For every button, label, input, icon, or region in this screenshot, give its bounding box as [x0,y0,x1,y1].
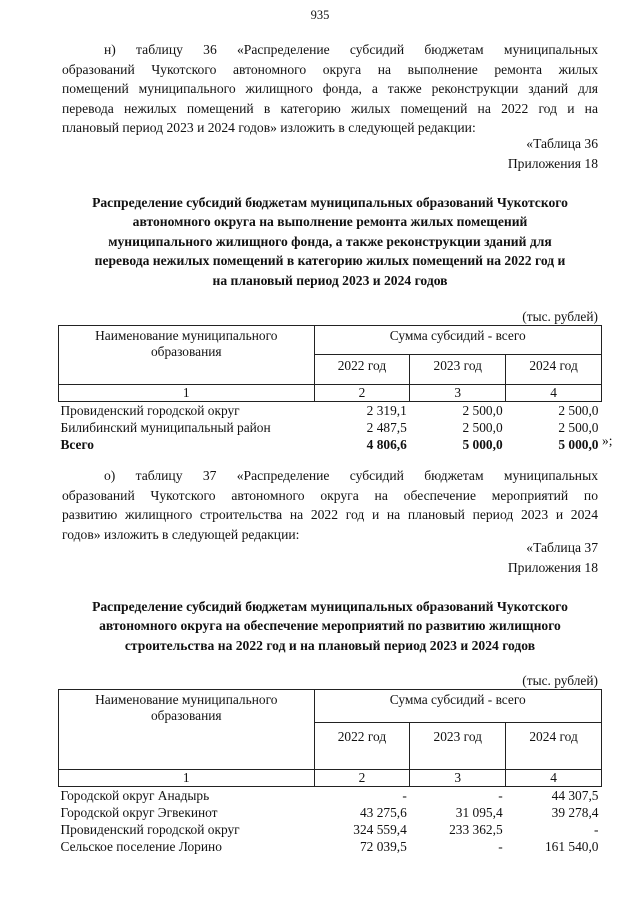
table-row [59,787,602,805]
paragraph-line: перевода нежилых помещений в категорию жилых помещений на 2022 год и на [62,100,598,116]
row-value: 72 039,5 [359,839,407,854]
paragraph-line: н) таблицу 36 «Распределение субсидий бюджетам муниципальных [104,42,598,57]
title-line: Распределение субсидий бюджетам муниципальных образований Чукотского [92,195,568,210]
header-year: 2023 год [410,355,506,385]
table-36-unit: (тыс. рублей) [522,309,598,324]
title-line: на плановый период 2023 и 2024 годов [212,272,448,288]
row-value: 44 307,5 [551,788,599,803]
row-value: 31 095,4 [455,805,503,820]
table-row [59,419,602,436]
index-cell: 2 [314,770,410,787]
row-value: 233 362,5 [449,822,503,837]
paragraph-line: помещений муниципального жилищного фонда, а также реконструкции зданий для [62,81,598,97]
row-value: - [402,788,407,803]
index-cell: 2 [314,385,410,402]
row-value: 2 319,1 [366,403,407,418]
row-value: - [498,839,503,854]
table-37-label: «Таблица 37 [526,540,598,555]
row-value: 5 000,0 [558,437,599,452]
table-37-title [40,597,620,655]
paragraph-line: образований Чукотского автономного округа на выполнение ремонта жилых [62,61,598,77]
title-line: муниципального жилищного фонда, а также реконструкции зданий для [108,233,552,249]
title-line: строительства на 2022 год и на плановый период 2023 и 2024 годов [124,637,536,653]
header-year: 2024 год [506,355,602,385]
row-value: 324 559,4 [353,822,407,837]
row-value: 39 278,4 [551,805,599,820]
title-line: перевода нежилых помещений в категорию жилых помещений на 2022 год и [94,253,566,269]
row-value: 2 487,5 [366,420,407,435]
row-value: 161 540,0 [544,839,599,854]
closing-quote: »; [602,433,613,448]
header-year: 2023 год [410,723,506,770]
header-name: Наименование муниципального образования [59,326,315,385]
table-37 [58,689,602,855]
table-row [59,402,602,420]
table-36 [58,325,602,453]
row-value: 4 806,6 [366,437,407,452]
index-cell: 4 [506,770,602,787]
table-36-title [40,193,620,290]
table-37-unit: (тыс. рублей) [522,673,598,688]
title-line: автономного округа на выполнение ремонта жилых помещений [132,214,528,230]
row-name: Городской округ Анадырь [60,788,210,803]
row-name: Городской округ Эгвекинот [60,805,218,820]
index-cell: 1 [59,770,315,787]
header-sum: Сумма субсидий - всего [314,326,601,355]
index-cell: 4 [506,385,602,402]
header-sum: Сумма субсидий - всего [314,690,601,723]
header-year: 2022 год [314,355,410,385]
row-name: Сельское поселение Лорино [60,839,222,854]
index-cell: 3 [410,770,506,787]
table-36-reference [508,134,598,174]
row-value: - [498,788,503,803]
table-36-label: «Таблица 36 [526,136,598,151]
table-row [59,821,602,838]
row-value: - [594,822,599,837]
row-value: 2 500,0 [462,420,503,435]
header-name: Наименование муниципального образования [59,690,315,770]
header-year: 2024 год [506,723,602,770]
page-number: 935 [310,8,330,22]
paragraph-line: развитию жилищного строительства на 2022 год и на плановый период 2023 и 2024 [62,507,598,523]
row-value: 2 500,0 [558,403,599,418]
paragraph-intro-37 [62,466,598,544]
table-total-row [59,436,602,453]
index-cell: 3 [410,385,506,402]
title-line: автономного округа на обеспечение мероприятий по развитию жилищного [99,618,561,634]
row-value: 2 500,0 [462,403,503,418]
row-value: 5 000,0 [462,437,503,452]
row-name: Провиденский городской округ [60,403,240,418]
row-value: 43 275,6 [359,805,407,820]
paragraph-line: плановый период 2023 и 2024 годов» изложить в следующей редакции: [62,120,476,136]
table-row [59,838,602,855]
table-row [59,804,602,821]
table-36-appendix: Приложения 18 [507,156,598,171]
row-value: 2 500,0 [558,420,599,435]
row-name: Билибинский муниципальный район [60,420,271,435]
index-cell: 1 [59,385,315,402]
table-37-appendix: Приложения 18 [507,560,598,575]
paragraph-line: образований Чукотского автономного округа на обеспечение мероприятий по [62,487,598,503]
row-name: Провиденский городской округ [60,822,240,837]
paragraph-intro-36 [62,40,598,138]
title-line: Распределение субсидий бюджетам муниципальных образований Чукотского [92,599,568,614]
row-name: Всего [60,437,94,452]
paragraph-line: о) таблицу 37 «Распределение субсидий бюджетам муниципальных [104,468,598,483]
paragraph-line: годов» изложить в следующей редакции: [62,526,300,542]
table-37-reference [508,538,598,578]
header-year: 2022 год [314,723,410,770]
